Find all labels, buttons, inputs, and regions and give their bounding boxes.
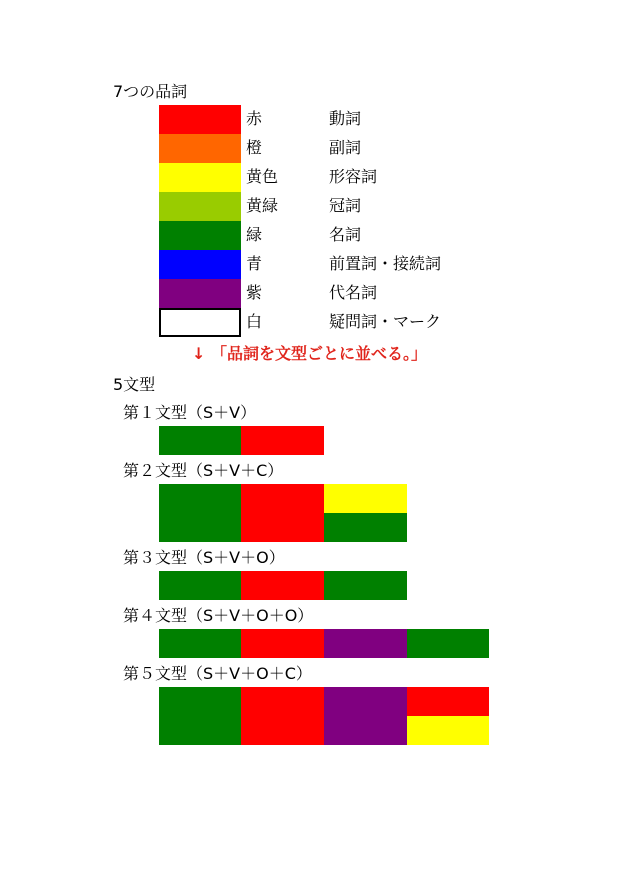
- color-name: 緑: [246, 225, 263, 244]
- part-of-speech-name: 名詞: [329, 225, 362, 244]
- color-name: 黄色: [246, 167, 279, 186]
- pattern-2-title: 第２文型（S＋V＋C）: [123, 461, 284, 480]
- verb-block: [241, 571, 324, 600]
- subject-noun-block: [159, 484, 241, 542]
- object-pronoun-block: [324, 687, 407, 745]
- part-of-speech-name: 形容詞: [329, 167, 378, 186]
- direct-object-noun-block: [407, 629, 489, 658]
- color-swatch: [159, 163, 241, 192]
- complement-adjective-block: [407, 716, 489, 745]
- verb-block: [241, 687, 324, 745]
- subject-noun-block: [159, 629, 241, 658]
- color-swatch: [159, 105, 241, 134]
- verb-block: [241, 426, 324, 455]
- color-name: 赤: [246, 109, 263, 128]
- color-swatch: [159, 308, 241, 337]
- part-of-speech-name: 代名詞: [329, 283, 378, 302]
- pattern-4-title: 第４文型（S＋V＋O＋O）: [123, 606, 314, 625]
- parts-of-speech-heading: 7つの品詞: [113, 82, 188, 101]
- sentence-patterns-heading: 5文型: [113, 375, 156, 394]
- verb-block: [241, 484, 324, 542]
- verb-block: [241, 629, 324, 658]
- pattern-3-title: 第３文型（S＋V＋O）: [123, 548, 285, 567]
- instruction-note: ↓ 「品詞を文型ごとに並べる。」: [192, 344, 427, 363]
- color-swatch: [159, 192, 241, 221]
- part-of-speech-name: 動詞: [329, 109, 362, 128]
- part-of-speech-name: 疑問詞・マーク: [329, 312, 442, 331]
- pattern-5-title: 第５文型（S＋V＋O＋C）: [123, 664, 312, 683]
- part-of-speech-name: 前置詞・接続詞: [329, 254, 442, 273]
- color-swatch: [159, 279, 241, 308]
- color-swatch: [159, 134, 241, 163]
- indirect-object-pronoun-block: [324, 629, 407, 658]
- color-name: 白: [246, 312, 263, 331]
- subject-noun-block: [159, 687, 241, 745]
- complement-noun-block: [324, 513, 407, 542]
- complement-verb-block: [407, 687, 489, 716]
- subject-noun-block: [159, 426, 241, 455]
- color-name: 黄緑: [246, 196, 279, 215]
- part-of-speech-name: 副詞: [329, 138, 362, 157]
- subject-noun-block: [159, 571, 241, 600]
- object-noun-block: [324, 571, 407, 600]
- color-name: 橙: [246, 138, 263, 157]
- part-of-speech-name: 冠詞: [329, 196, 362, 215]
- color-swatch: [159, 250, 241, 279]
- color-swatch: [159, 221, 241, 250]
- color-name: 青: [246, 254, 263, 273]
- color-name: 紫: [246, 283, 263, 302]
- complement-adjective-block: [324, 484, 407, 513]
- pattern-1-title: 第１文型（S＋V）: [123, 403, 257, 422]
